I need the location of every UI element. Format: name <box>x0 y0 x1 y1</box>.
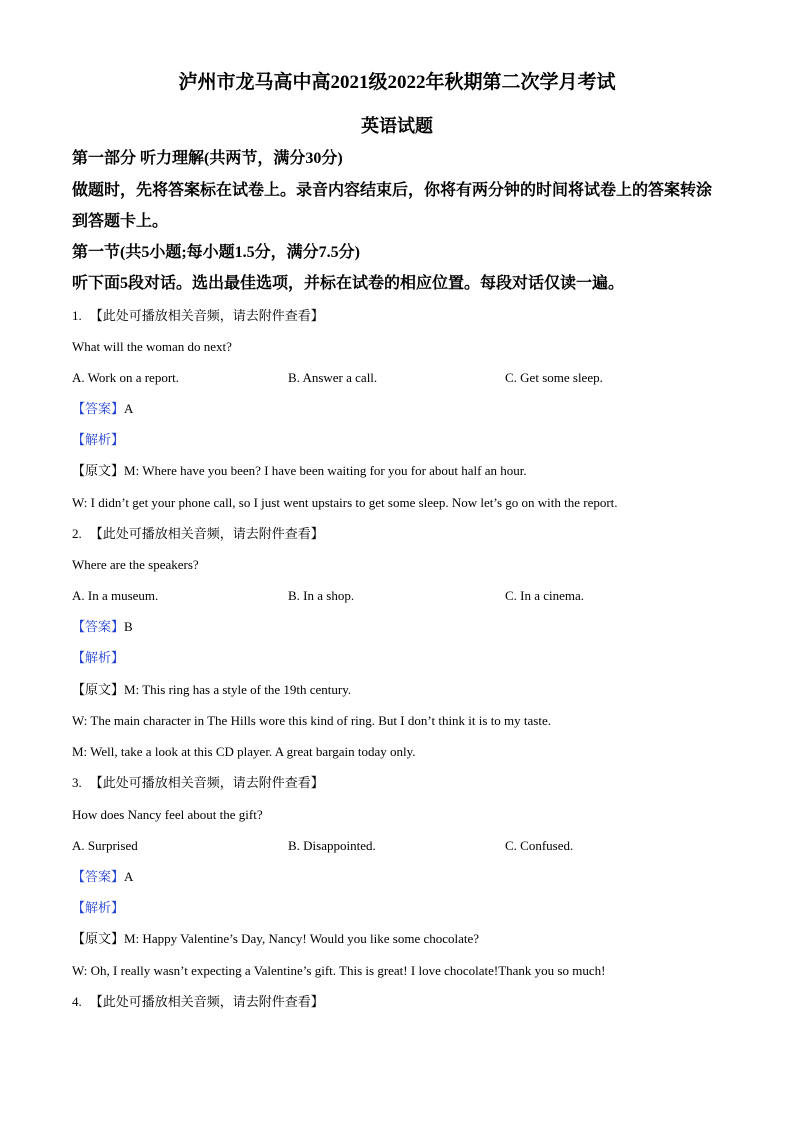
question-3-transcript-line-1 <box>72 930 479 948</box>
question-2-analysis-line <box>72 649 124 667</box>
exam-title: 泸州市龙马高中高2021级2022年秋期第二次学月考试 <box>178 72 616 93</box>
question-3-option-a: A. Surprised <box>72 838 138 853</box>
question-4-number: 4. <box>72 994 82 1009</box>
answer-label: 【答案】 <box>72 619 125 634</box>
question-3-answer-line <box>72 868 133 886</box>
question-2-number: 2. <box>72 526 82 541</box>
question-2-option-b: B. In a shop. <box>288 588 355 603</box>
question-4-audio-line <box>72 993 324 1011</box>
question-1-audio-note: 【此处可播放相关音频，请去附件查看】 <box>89 308 324 323</box>
question-1-transcript-line-2: W: I didn’t get your phone call, so I just went upstairs to get some sleep. Now let’s go on with the report. <box>72 495 618 510</box>
transcript-text: M: This ring has a style of the 19th century. <box>124 682 352 697</box>
question-3-audio-line <box>72 774 324 792</box>
analysis-label: 【解析】 <box>72 900 125 915</box>
question-2-transcript-line-1 <box>72 681 351 699</box>
question-1-audio-line <box>72 307 324 325</box>
transcript-text: M: Where have you been? I have been waiting for you for about half an hour. <box>124 463 527 478</box>
instruction-line-2: 到答题卡上。 <box>72 213 169 230</box>
question-2-transcript-line-2: W: The main character in The Hills wore this kind of ring. But I don’t think it is to my taste. <box>72 713 551 728</box>
question-4-audio-note: 【此处可播放相关音频，请去附件查看】 <box>89 994 324 1009</box>
original-label: 【原文】 <box>72 931 125 946</box>
question-1-option-c: C. Get some sleep. <box>505 370 603 385</box>
instruction-line-1: 做题时，先将答案标在试卷上。录音内容结束后，你将有两分钟的时间将试卷上的答案转涂 <box>72 182 713 199</box>
analysis-label: 【解析】 <box>72 650 125 665</box>
question-2-option-c: C. In a cinema. <box>505 588 585 603</box>
question-1-transcript-line-1 <box>72 462 527 480</box>
question-3-transcript-line-2: W: Oh, I really wasn’t expecting a Valentine’s gift. This is great! I love chocolate!Thank you so much! <box>72 963 606 978</box>
question-2-option-a: A. In a museum. <box>72 588 159 603</box>
exam-subject-title: 英语试题 <box>361 116 433 136</box>
question-1-option-a: A. Work on a report. <box>72 370 180 385</box>
question-2-stem: Where are the speakers? <box>72 557 199 572</box>
question-2-audio-line <box>72 525 324 543</box>
original-label: 【原文】 <box>72 682 125 697</box>
question-3-option-b: B. Disappointed. <box>288 838 376 853</box>
question-2-options <box>72 587 722 605</box>
question-1-option-b: B. Answer a call. <box>288 370 378 385</box>
question-3-audio-note: 【此处可播放相关音频，请去附件查看】 <box>89 775 324 790</box>
question-1-options <box>72 369 722 387</box>
answer-label: 【答案】 <box>72 869 125 884</box>
question-3-stem: How does Nancy feel about the gift? <box>72 807 263 822</box>
question-1-stem: What will the woman do next? <box>72 339 232 354</box>
question-1-answer: A <box>124 401 134 416</box>
transcript-text: M: Happy Valentine’s Day, Nancy! Would you like some chocolate? <box>124 931 480 946</box>
question-3-analysis-line <box>72 899 124 917</box>
section-heading: 第一节(共5小题;每小题1.5分，满分7.5分) <box>72 244 360 261</box>
question-1-answer-line <box>72 400 133 418</box>
original-label: 【原文】 <box>72 463 125 478</box>
answer-label: 【答案】 <box>72 401 125 416</box>
section-direction: 听下面5段对话。选出最佳选项，并标在试卷的相应位置。每段对话仅读一遍。 <box>72 275 625 292</box>
analysis-label: 【解析】 <box>72 432 125 447</box>
question-3-answer: A <box>124 869 134 884</box>
question-2-answer: B <box>124 619 133 634</box>
question-3-options <box>72 837 722 855</box>
question-3-option-c: C. Confused. <box>505 838 574 853</box>
part-heading: 第一部分 听力理解(共两节，满分30分) <box>72 150 343 167</box>
question-2-transcript-line-3: M: Well, take a look at this CD player. A great bargain today only. <box>72 744 416 759</box>
question-1-analysis-line <box>72 431 124 449</box>
question-2-audio-note: 【此处可播放相关音频，请去附件查看】 <box>89 526 324 541</box>
question-2-answer-line <box>72 618 133 636</box>
question-3-number: 3. <box>72 775 82 790</box>
question-1-number: 1. <box>72 308 82 323</box>
